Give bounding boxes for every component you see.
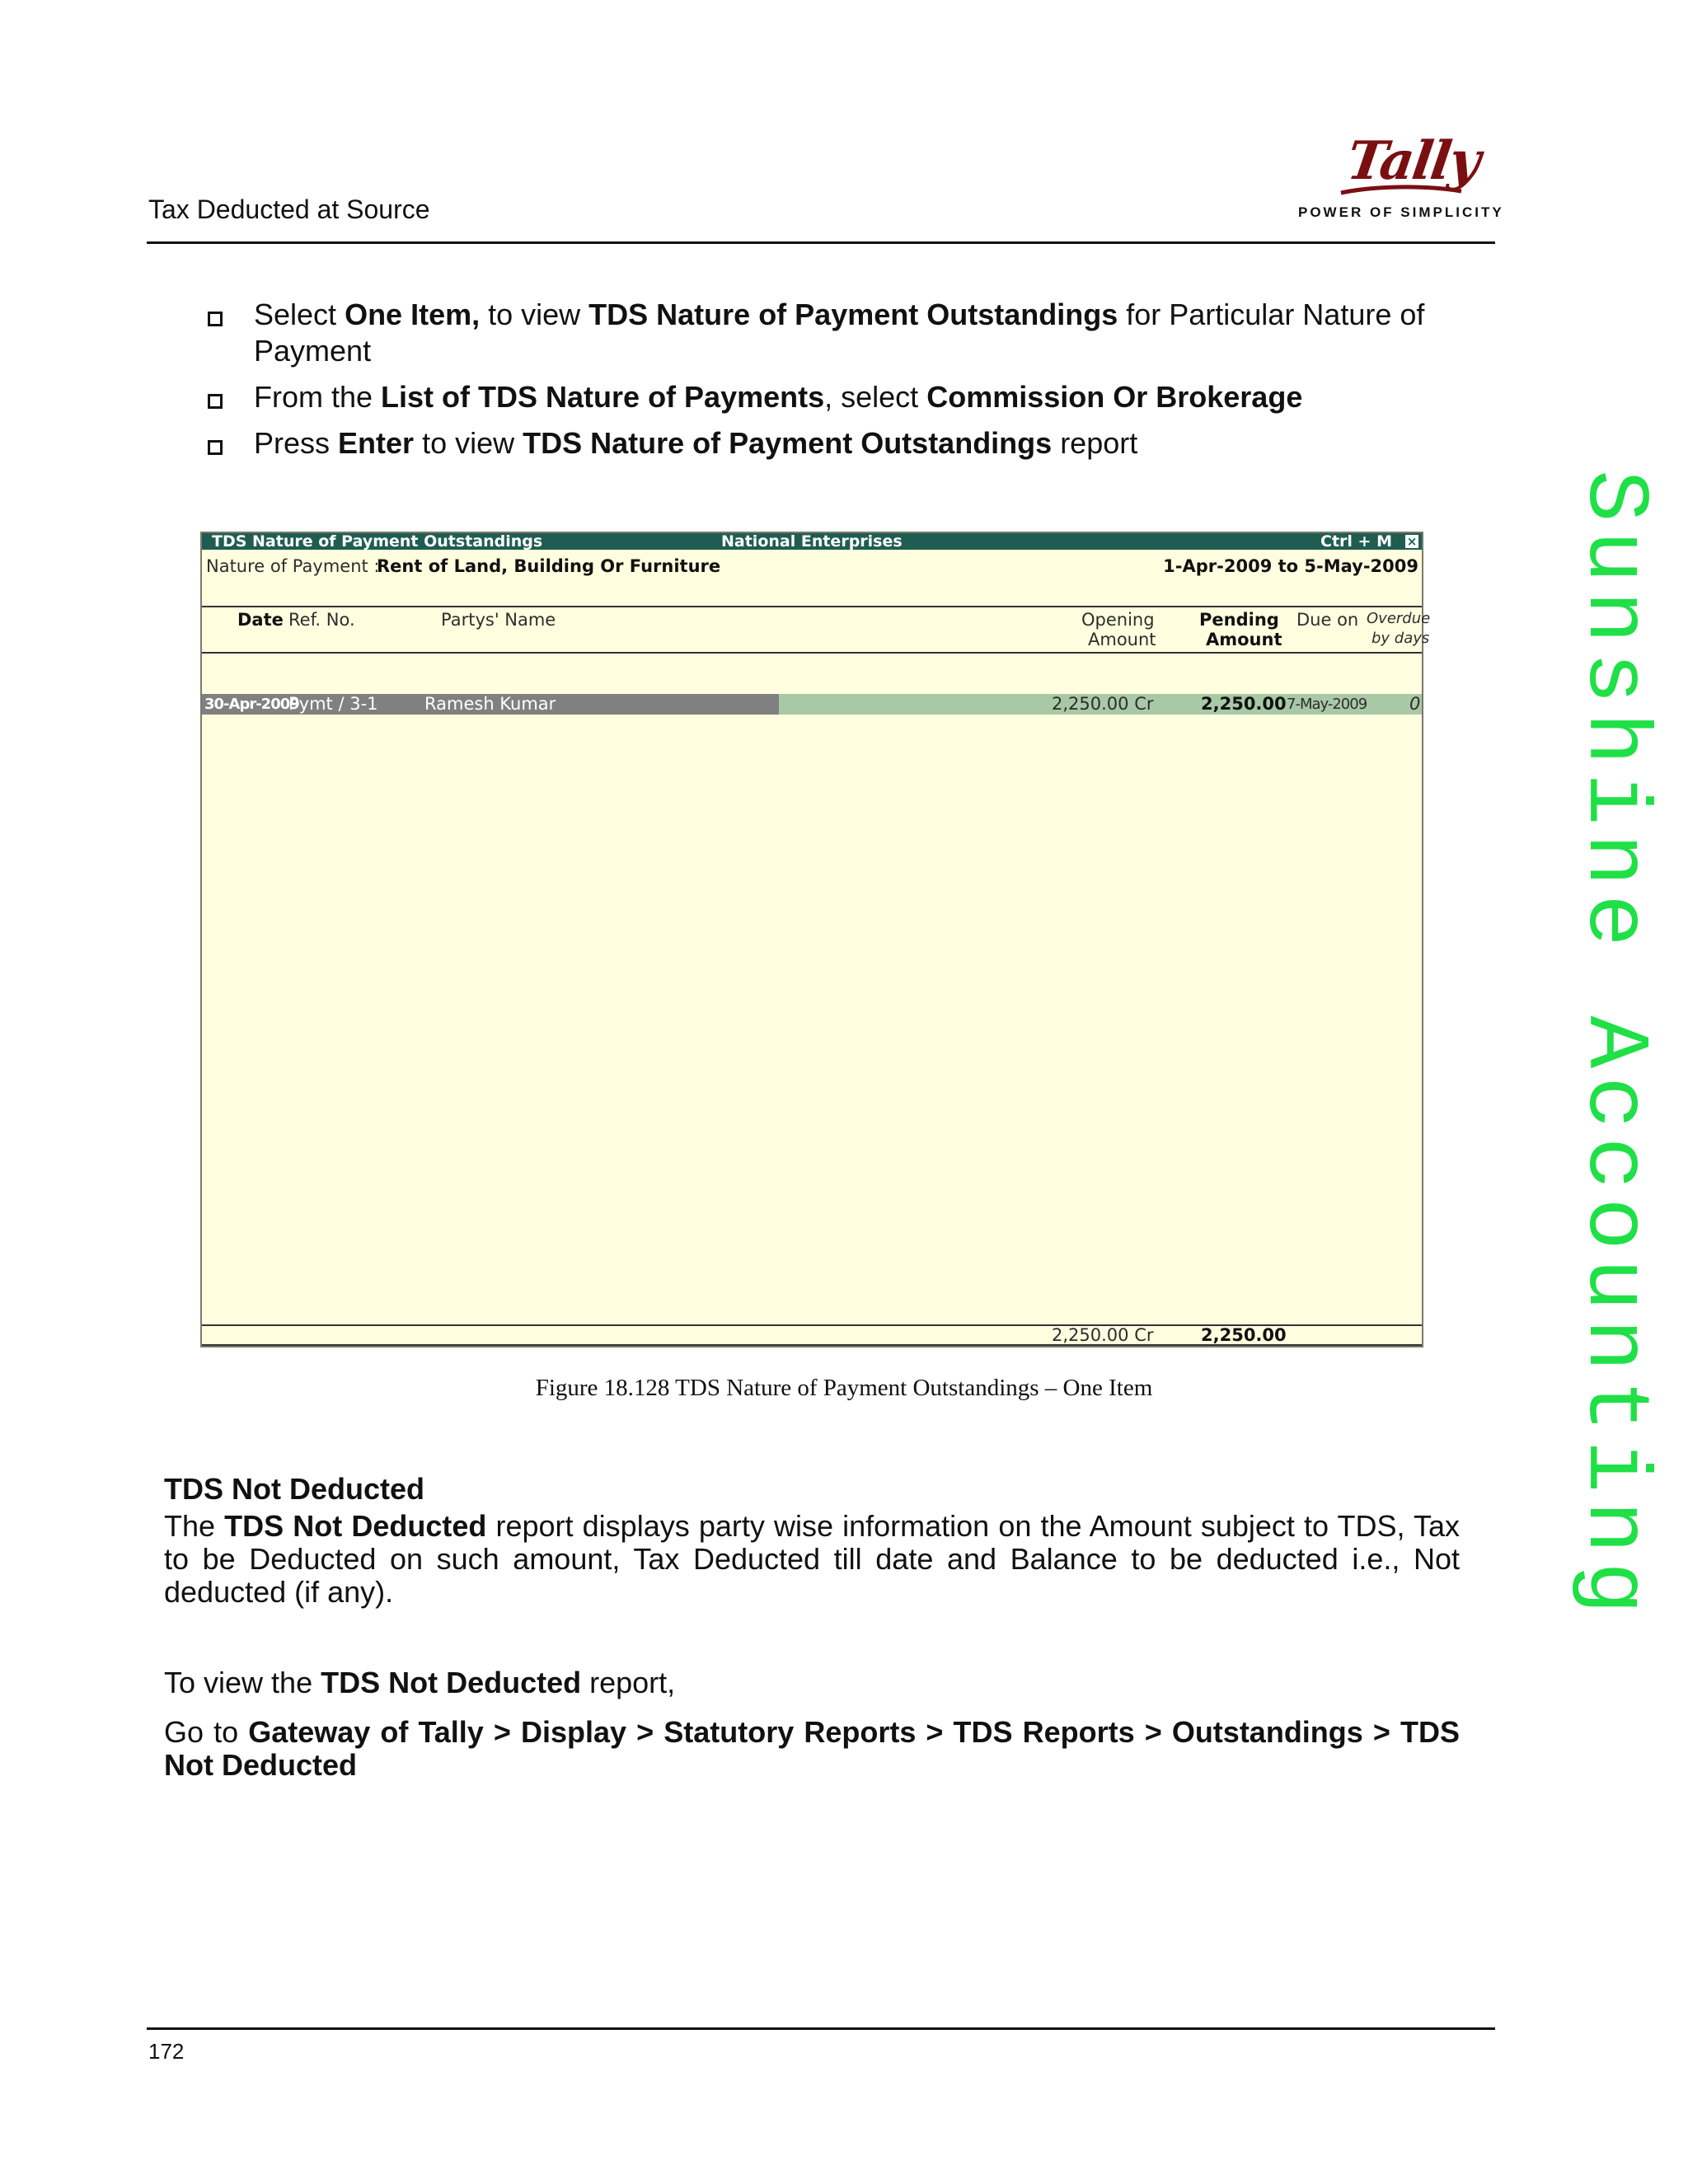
- paragraph-text: [164, 1666, 675, 1699]
- bold-text-run: TDS Not Deducted: [224, 1509, 487, 1543]
- section-header-title: Tax Deducted at Source: [148, 194, 430, 224]
- square-bullet-icon: [208, 440, 223, 455]
- instruction-list: [204, 297, 1474, 471]
- column-header-bottom-rule: [202, 652, 1422, 654]
- paragraph-text: [164, 1509, 1460, 1609]
- column-header-due: Due on: [1296, 610, 1359, 630]
- row-party: Ramesh Kumar: [424, 694, 556, 714]
- square-bullet-icon: [208, 312, 223, 326]
- total-pending-amount: 2,250.00: [1201, 1325, 1287, 1345]
- column-header-date: Date: [237, 610, 284, 630]
- bold-text-run: Gateway of Tally > Display > Statutory Reports > TDS Reports > Outstandings > TDS Not Deducted: [164, 1715, 1460, 1782]
- text-run: for Particular Nature of Payment: [254, 298, 1425, 368]
- total-opening-amount: 2,250.00 Cr: [1052, 1325, 1154, 1345]
- column-header-overdue-1: Overdue: [1367, 610, 1431, 627]
- tds-outstandings-screenshot: [200, 532, 1431, 1347]
- column-header-opening-1: Opening: [1081, 610, 1155, 630]
- column-header-pending-2: Amount: [1206, 630, 1282, 649]
- section-heading: TDS Not Deducted: [164, 1472, 425, 1506]
- table-row[interactable]: [202, 694, 1422, 715]
- text-run: The: [164, 1509, 225, 1543]
- text-run: Go to: [164, 1715, 249, 1749]
- bold-text-run: TDS Nature of Payment Outstandings: [523, 426, 1053, 460]
- list-item-text: [254, 380, 1302, 414]
- text-run: Press: [254, 426, 339, 460]
- bold-text-run: Commission Or Brokerage: [926, 380, 1303, 414]
- text-run: to view: [480, 298, 589, 331]
- footer-divider: [147, 2027, 1495, 2030]
- bold-text-run: TDS Nature of Payment Outstandings: [588, 298, 1118, 331]
- text-run: report displays party wise information on the Amount subject to TDS, Tax to be Deducted on such amount, Tax Deducted till date and Balance to be deducted i.e., Not deducted (if any).: [164, 1509, 1460, 1609]
- column-header-opening-2: Amount: [1088, 630, 1156, 649]
- column-header-top-rule: [202, 606, 1422, 607]
- list-item-text: [254, 426, 1137, 460]
- list-item-text: [254, 298, 1424, 368]
- bold-text-run: Enter: [338, 426, 415, 460]
- column-header-overdue-2: by days: [1372, 630, 1430, 647]
- bold-text-run: TDS Not Deducted: [321, 1666, 582, 1699]
- totals-row: [202, 1324, 1422, 1346]
- tally-logo: [1298, 130, 1504, 229]
- paragraph-navigation-path: [164, 1716, 1460, 1782]
- square-bullet-icon: [208, 394, 223, 409]
- text-run: report,: [581, 1666, 676, 1699]
- column-header-party: Partys' Name: [441, 610, 556, 630]
- header-divider: [147, 241, 1495, 244]
- row-ref: Pymt / 3-1: [288, 694, 378, 714]
- column-header-ref: Ref. No.: [288, 610, 355, 630]
- tally-logo-wordmark: Tally: [1343, 130, 1484, 192]
- row-pending-amount: 2,250.00: [1201, 694, 1287, 714]
- row-due-date: 7-May-2009: [1287, 696, 1367, 713]
- report-title: TDS Nature of Payment Outstandings: [212, 532, 543, 551]
- nature-of-payment-value: Rent of Land, Building Or Furniture: [377, 556, 721, 576]
- tally-logo-tagline: POWER OF SIMPLICITY: [1298, 204, 1504, 220]
- logo-swoosh-icon: [1339, 183, 1463, 199]
- company-name: National Enterprises: [721, 532, 903, 551]
- text-run: To view the: [164, 1666, 321, 1699]
- column-header-pending-1: Pending: [1199, 610, 1279, 630]
- text-run: From the: [254, 380, 382, 414]
- bold-text-run: List of TDS Nature of Payments: [381, 380, 825, 414]
- text-run: , select: [824, 380, 927, 414]
- list-item: [204, 297, 1474, 369]
- paragraph-to-view: [164, 1666, 1460, 1699]
- page-number: 172: [148, 2039, 185, 2064]
- paragraph-text: [164, 1715, 1460, 1782]
- watermark-text: Sunshine Accounting: [1564, 470, 1663, 1623]
- close-icon[interactable]: ×: [1406, 534, 1418, 549]
- nature-of-payment-label: Nature of Payment :: [206, 556, 380, 576]
- text-run: to view: [414, 426, 523, 460]
- list-item: [204, 379, 1474, 415]
- shortcut-label: Ctrl + M: [1320, 532, 1392, 551]
- row-date: 30-Apr-2009: [204, 696, 299, 713]
- list-item: [204, 425, 1474, 462]
- bold-text-run: One Item,: [345, 298, 481, 331]
- row-opening-amount: 2,250.00 Cr: [1052, 694, 1154, 714]
- text-run: report: [1052, 426, 1138, 460]
- report-title-bar: [202, 533, 1422, 550]
- paragraph-description: [164, 1510, 1460, 1609]
- row-overdue-days: 0: [1409, 694, 1421, 714]
- report-period: 1-Apr-2009 to 5-May-2009: [1163, 556, 1418, 576]
- figure-caption: Figure 18.128 TDS Nature of Payment Outstandings – One Item: [535, 1375, 1153, 1401]
- text-run: Select: [254, 298, 345, 331]
